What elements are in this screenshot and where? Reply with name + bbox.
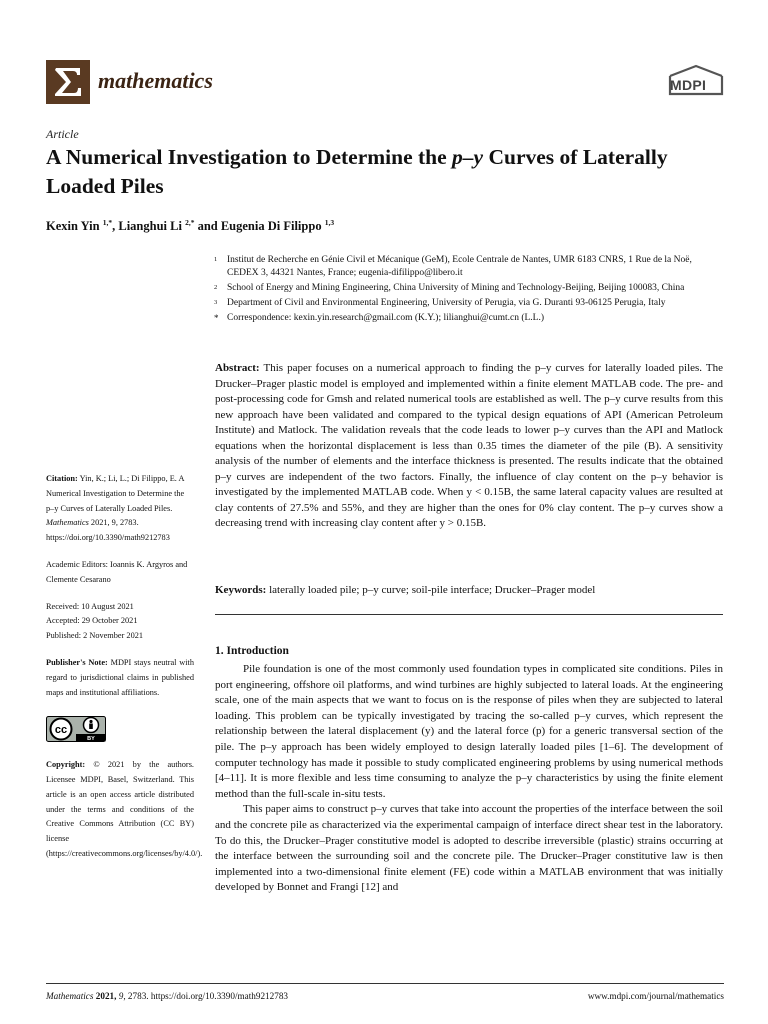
publisher-name: MDPI (670, 77, 707, 93)
section-heading: 1. Introduction (215, 645, 289, 657)
author-list (46, 218, 334, 234)
accepted-date: Accepted: 29 October 2021 (46, 616, 138, 626)
copyright-block (46, 758, 203, 862)
affiliation-item (214, 297, 724, 310)
citation-journal: Mathematics (46, 518, 89, 528)
affiliation-mark: 3 (214, 299, 218, 306)
abstract (215, 361, 723, 532)
correspondence-item (214, 312, 724, 325)
abstract-label: Abstract: (215, 362, 260, 374)
affiliations (214, 254, 724, 327)
correspondence-text: Correspondence: kexin.yin.research@gmail.com (K.Y.); lilianghui@cumt.cn (L.L.) (227, 313, 545, 323)
affiliation-text: School of Energy and Mining Engineering, China University of Mining and Technology-Beijing, Beijing 100083, China (227, 283, 685, 293)
footer-journal: Mathematics (46, 991, 94, 1001)
journal-logo (46, 60, 90, 104)
keywords (215, 583, 723, 598)
title-part-2: Curves of Laterally Loaded Piles (46, 145, 668, 198)
author-name[interactable]: Kexin Yin (46, 219, 103, 233)
author-affiliation-mark: 1,* (102, 218, 113, 227)
article-type: Article (46, 127, 79, 141)
body-paragraph: This paper aims to construct p–y curves that take into account the properties of the interface between the soil and the concrete pile as characterized via the experimental campaign of interface direct shear test in the laboratory. To do this, the Drucker–Prager constitutive model is adopted to describe irreversible (plastic) strains occurring at the interface between the surrounding soil and the concrete pile. The Drucker–Prager constitutive law is then implemented into a two-dimensional finite element (FE) code within a MATLAB environment that was initially developed by Bonnet and Frangi [12] and (215, 803, 723, 894)
cc-by-license-icon[interactable] (46, 716, 106, 742)
footer-citation (46, 991, 288, 1001)
author-name[interactable]: Lianghui Li (118, 219, 186, 233)
published-date: Published: 2 November 2021 (46, 631, 144, 641)
by-badge-label: BY (87, 736, 95, 743)
affiliation-text: Department of Civil and Environmental Engineering, University of Perugia, via G. Duranti 93-06125 Perugia, Italy (227, 298, 666, 308)
keywords-label: Keywords: (215, 584, 267, 596)
body-text (215, 662, 723, 896)
citation-block (46, 472, 194, 546)
received-date: Received: 10 August 2021 (46, 601, 134, 611)
sigma-icon (52, 65, 84, 99)
citation-text: Yin, K.; Li, L.; Di Filippo, E. A Numerical Investigation to Determine the p–y Curves of Laterally Loaded Piles. (46, 474, 185, 513)
body-paragraph: Pile foundation is one of the most commonly used foundation types in complicated site conditions. Piles in port engineering, offshore oil platforms, and wind turbines are highly subjected to lateral loads. At the engineering scale, one of the main aspects that we want to focus on is the response of piles when they are subjected to lateral loading. This problem can be typically investigated by tracing the so-called p–y curves, which represent the relationship between the lateral displacement (y) and the lateral force (p) for a generic transversal section of the pile. The p–y approach has been widely employed to design laterally loaded piles [1–6]. The development of computer technology has made it possible to study complicated engineering problems by using numerical methods [4–11]. It is more flexible and less time consuming to analyze the p–y characteristics by using the finite element method than the full-scale in-situ tests. (215, 663, 723, 800)
publisher-note-label: Publisher's Note: (46, 657, 108, 667)
publisher-note-text: MDPI stays neutral with regard to jurisdictional claims in published maps and institutional affiliations. (46, 657, 195, 697)
footer-journal-url[interactable]: www.mdpi.com/journal/mathematics (587, 991, 724, 1001)
footer-doi-link[interactable]: , 2783. https://doi.org/10.3390/math9212783 (123, 991, 289, 1001)
article-sidebar (46, 472, 203, 874)
citation-doi-link[interactable]: https://doi.org/10.3390/math9212783 (46, 533, 170, 543)
publisher-logo (668, 64, 724, 98)
abstract-text: This paper focuses on a numerical approach to finding the p–y curves for laterally loaded piles. The Drucker–Prager plastic model is employed and implemented within a finite element MATLAB code. The pre- and post-processing code for Gmsh and related numerical tools are established as well. The p–y curve results from this new approach have been validated and compared to the typical design equations of API (American Petroleum Institute) and Matlock. The validation reveals that the code leads to lower p–y curves than the API and Matlock equations when the horizontal displacement is less than 0.35 times the diameter of the pile (B). A sensitivity analysis of the number of elements and the interface thickness is presented. The results indicate that the obtained p–y curves are independent of the two factors. Finally, the influence of clay content on the p–y behavior is investigated by the implemented MATLAB code. When y < 0.15B, the same lateral capacity values are resulted at clay contents of 27.5% and 55%, and they are higher than the ones for 0% clay content. The p–y curves show a decreasing trend with increasing clay content after y > 0.15B. (215, 362, 723, 529)
journal-name: mathematics (98, 68, 213, 93)
author-name[interactable]: Eugenia Di Filippo (220, 219, 325, 233)
affiliation-mark: * (214, 313, 219, 323)
cc-badge-label: cc (54, 724, 68, 737)
academic-editors: Academic Editors: Ioannis K. Argyros and Clemente Cesarano (46, 559, 188, 584)
affiliation-item (214, 282, 724, 295)
affiliation-item (214, 254, 724, 280)
author-affiliation-mark: 1,3 (324, 218, 335, 227)
affiliation-mark: 1 (214, 256, 218, 263)
footer-divider (46, 983, 724, 984)
citation-label: Citation: (46, 474, 78, 483)
copyright-label: Copyright: (46, 760, 86, 770)
title-part-1: A Numerical Investigation to Determine the (46, 145, 453, 169)
title-italic: p–y (452, 145, 484, 169)
footer-volume: 9 (118, 991, 124, 1001)
copyright-text: © 2021 by the authors. Licensee MDPI, Basel, Switzerland. This article is an open access article distributed under the terms and conditions of the Creative Commons Attribution (CC BY) license (https://creativecommons.org/licenses/by/4.0/). (46, 760, 203, 858)
affiliation-text: Institut de Recherche en Génie Civil et Mécanique (GeM), Ecole Centrale de Nantes, UMR 6183 CNRS, 1 Rue de la Noë, CEDEX 3, 44321 Nantes, France; eugenia-difilippo@libero.it (227, 255, 692, 278)
affiliation-mark: 2 (214, 284, 218, 291)
publisher-note (46, 656, 194, 700)
footer-year: 2021, (93, 991, 119, 1001)
citation-ref: 2021, 9, 2783. (88, 518, 139, 528)
paper-title (46, 143, 726, 201)
keywords-text: laterally loaded pile; p–y curve; soil-pile interface; Drucker–Prager model (269, 584, 596, 596)
author-separator: and (194, 219, 221, 233)
divider (215, 614, 723, 615)
dates-block (46, 600, 194, 644)
author-separator: , (112, 219, 119, 233)
author-affiliation-mark: 2,* (185, 218, 195, 227)
